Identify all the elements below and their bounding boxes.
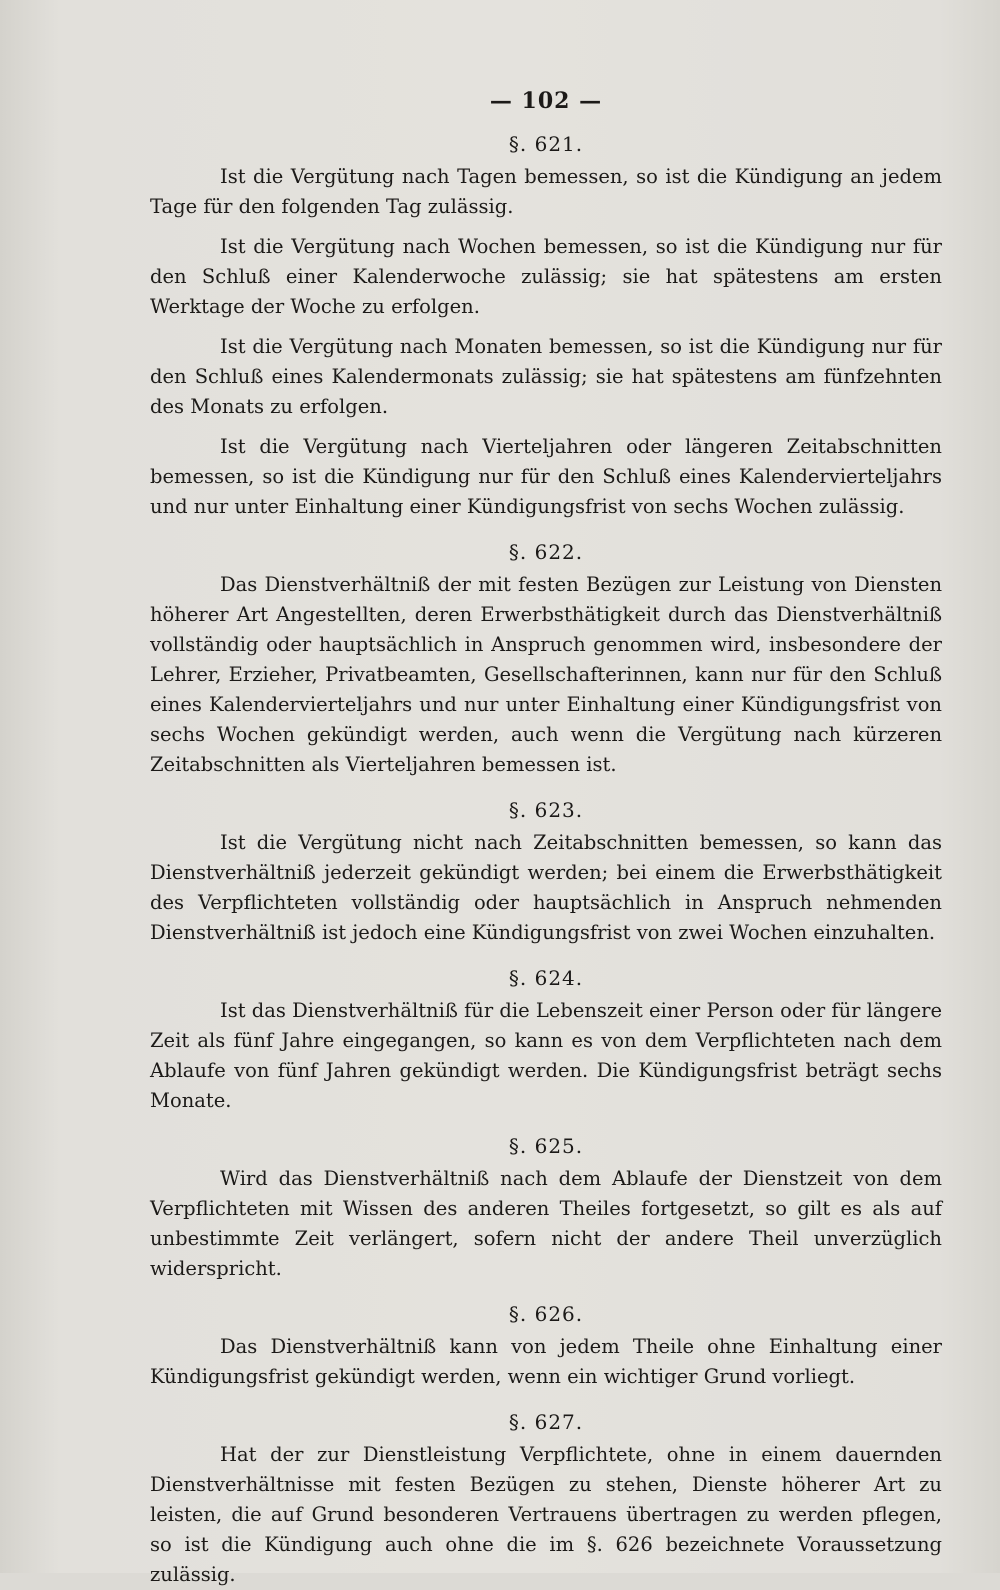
paragraph: Wird das Dienstverhältniß nach dem Ablaufe der Dienstzeit von dem Verpflichteten mit Wissen des anderen Theiles fortgesetzt, so gilt es als auf unbestimmte Zeit verlängert, sofern nicht der andere Theil unverzüglich widerspricht. (150, 1167, 942, 1280)
paragraph: Das Dienstverhältniß kann von jedem Theile ohne Einhaltung einer Kündigungsfrist gekündigt werden, wenn ein wichtiger Grund vorliegt. (150, 1335, 942, 1388)
paragraph: Ist das Dienstverhältniß für die Lebenszeit einer Person oder für längere Zeit als fünf Jahre eingegangen, so kann es von dem Verpflichteten nach dem Ablaufe von fünf Jahren gekündigt werden. Die Kündigungsfrist beträgt sechs Monate. (150, 999, 942, 1112)
section-623 (150, 798, 942, 948)
section-624 (150, 966, 942, 1116)
paragraph: Ist die Vergütung nach Monaten bemessen, so ist die Kündigung nur für den Schluß eines Kalendermonats zulässig; sie hat spätestens am fünfzehnten des Monats zu erfolgen. (150, 335, 942, 418)
section-621 (150, 132, 942, 522)
section-heading: §. 624. (508, 966, 584, 990)
section-626 (150, 1302, 942, 1392)
section-heading: §. 621. (508, 132, 584, 156)
section-heading: §. 627. (508, 1410, 584, 1434)
section-627 (150, 1410, 942, 1590)
paragraph: Ist die Vergütung nach Tagen bemessen, so ist die Kündigung an jedem Tage für den folgenden Tag zulässig. (150, 165, 942, 218)
paragraph: Hat der zur Dienstleistung Verpflichtete, ohne in einem dauernden Dienstverhältnisse mit festen Bezügen zu stehen, Dienste höherer Art zu leisten, die auf Grund besonderen Vertrauens übertragen zu werden pflegen, so ist die Kündigung auch ohne die im §. 626 bezeichnete Voraussetzung zulässig. (150, 1443, 942, 1586)
section-heading: §. 622. (508, 540, 584, 564)
page-number: — 102 — (489, 88, 603, 114)
paragraph: Ist die Vergütung nach Vierteljahren oder längeren Zeitabschnitten bemessen, so ist die Kündigung nur für den Schluß eines Kalendervierteljahrs und nur unter Einhaltung einer Kündigungsfrist von sechs Wochen zulässig. (150, 435, 942, 518)
section-heading: §. 623. (508, 798, 584, 822)
section-625 (150, 1134, 942, 1284)
section-622 (150, 540, 942, 780)
section-heading: §. 625. (508, 1134, 584, 1158)
paragraph: Das Dienstverhältniß der mit festen Bezügen zur Leistung von Diensten höherer Art Angestellten, deren Erwerbsthätigkeit durch das Dienstverhältniß vollständig oder hauptsächlich in Anspruch genommen wird, insbesondere der Lehrer, Erzieher, Privatbeamten, Gesellschafterinnen, kann nur für den Schluß eines Kalendervierteljahrs und nur unter Einhaltung einer Kündigungsfrist von sechs Wochen gekündigt werden, auch wenn die Vergütung nach kürzeren Zeitabschnitten als Vierteljahren bemessen ist. (150, 573, 942, 776)
paragraph: Ist die Vergütung nach Wochen bemessen, so ist die Kündigung nur für den Schluß einer Kalenderwoche zulässig; sie hat spätestens am ersten Werktage der Woche zu erfolgen. (150, 235, 942, 318)
paragraph: Ist die Vergütung nicht nach Zeitabschnitten bemessen, so kann das Dienstverhältniß jederzeit gekündigt werden; bei einem die Erwerbsthätigkeit des Verpflichteten vollständig oder hauptsächlich in Anspruch nehmenden Dienstverhältniß ist jedoch eine Kündigungsfrist von zwei Wochen einzuhalten. (150, 831, 942, 944)
section-heading: §. 626. (508, 1302, 584, 1326)
